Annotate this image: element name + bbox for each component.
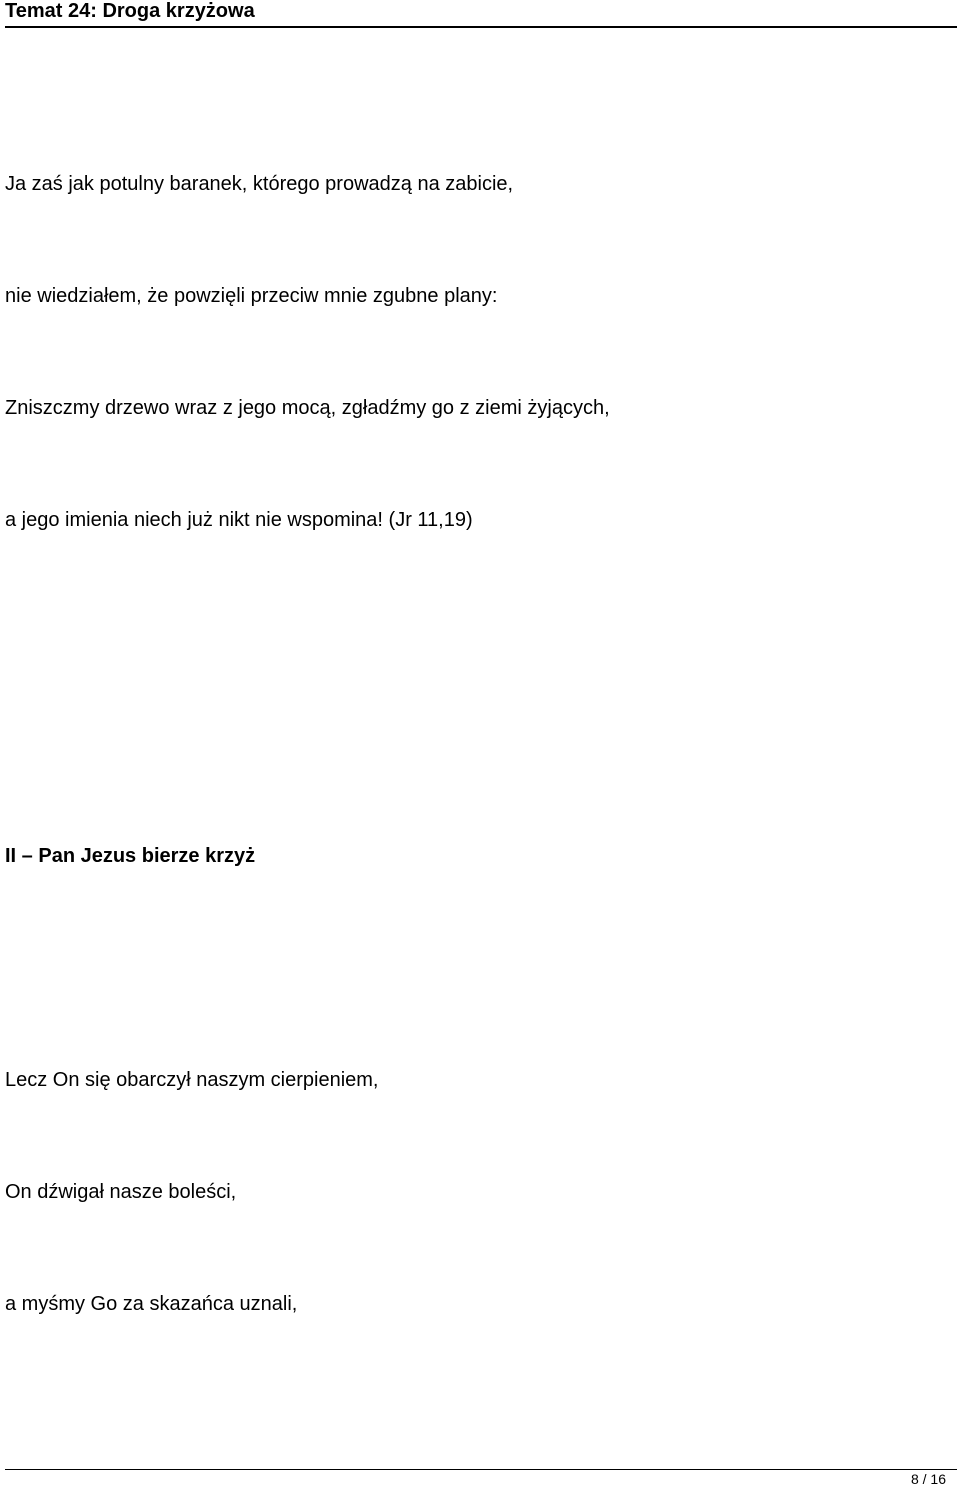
text-line: On dźwigał nasze boleści,: [5, 1181, 237, 1203]
text-line: Lecz On się obarczył naszym cierpieniem,: [5, 1069, 379, 1091]
text-line: a jego imienia niech już nikt nie wspomina! (Jr 11,19): [5, 509, 473, 531]
page-header-title: Temat 24: Droga krzyżowa: [5, 0, 255, 22]
section-heading: II – Pan Jezus bierze krzyż: [5, 845, 256, 867]
text-line: Zniszczmy drzewo wraz z jego mocą, zgładźmy go z ziemi żyjących,: [5, 397, 610, 419]
text-line: a myśmy Go za skazańca uznali,: [5, 1293, 298, 1315]
text-line: Ja zaś jak potulny baranek, którego prowadzą na zabicie,: [5, 173, 514, 195]
header-divider: [5, 26, 957, 28]
text-line: nie wiedziałem, że powzięli przeciw mnie zgubne plany:: [5, 285, 498, 307]
footer-divider: [5, 1469, 957, 1470]
page-number: 8 / 16: [910, 1471, 946, 1487]
